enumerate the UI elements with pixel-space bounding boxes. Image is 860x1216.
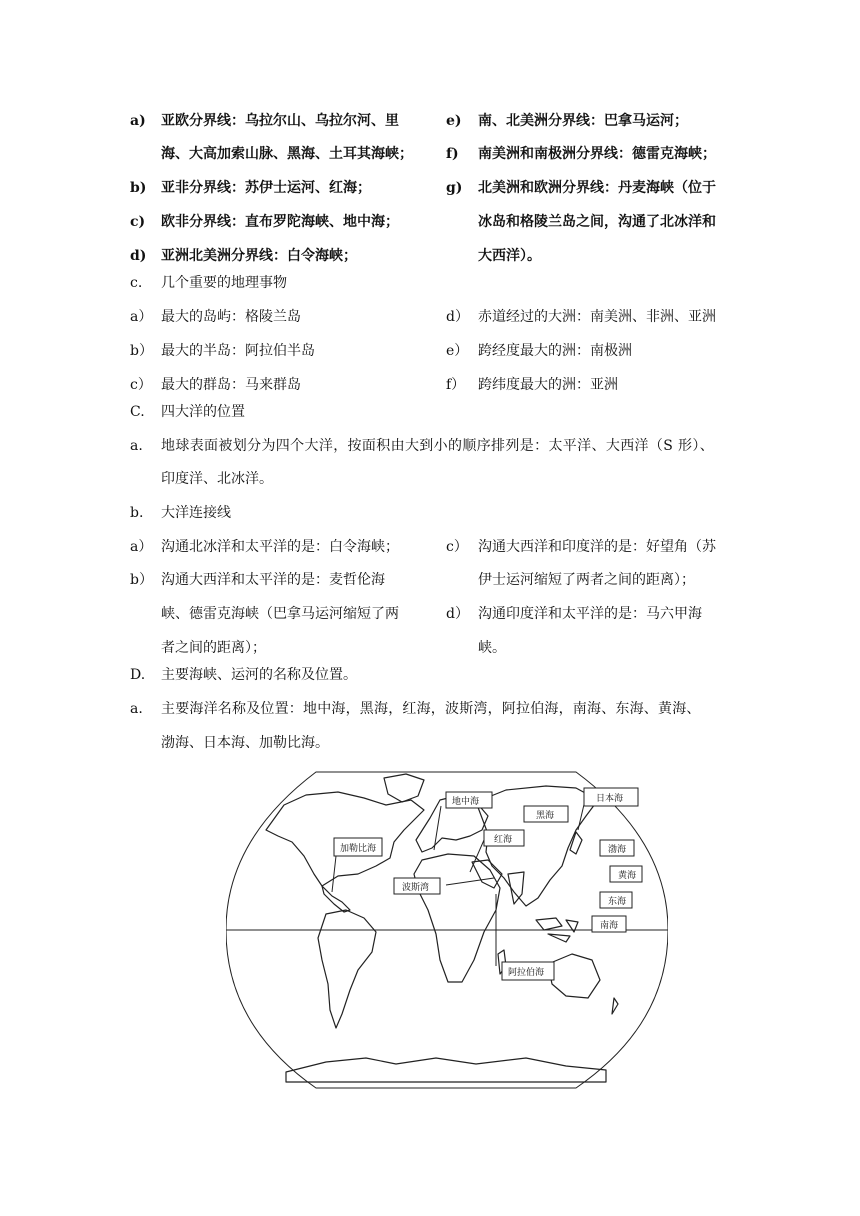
list-item-text: 最大的群岛：马来群岛 bbox=[161, 377, 301, 393]
list-marker: d） bbox=[446, 606, 469, 622]
africa-outline bbox=[414, 854, 500, 982]
section-marker: C. bbox=[130, 404, 145, 420]
list-item-text: 最大的半岛：阿拉伯半岛 bbox=[161, 343, 315, 359]
list-item-text: 南美洲和南极洲分界线：德雷克海峡； bbox=[478, 146, 716, 162]
list-item-text: 者之间的距离）； bbox=[161, 640, 266, 656]
label-south-sea: 南海 bbox=[600, 921, 619, 931]
antarctica-outline bbox=[286, 1058, 606, 1082]
paragraph-text: 渤海、日本海、加勒比海。 bbox=[161, 735, 329, 751]
list-marker: c） bbox=[130, 377, 152, 393]
label-caribbean: 加勒比海 bbox=[340, 844, 377, 854]
list-item-text: 伊士运河缩短了两者之间的距离）； bbox=[478, 572, 695, 588]
greenland-outline bbox=[384, 774, 424, 802]
list-item-text: 沟通北冰洋和太平洋的是：白令海峡； bbox=[161, 539, 399, 555]
list-marker: a） bbox=[130, 309, 153, 325]
list-item-text: 海、大高加索山脉、黑海、土耳其海峡； bbox=[161, 146, 413, 162]
list-item-text: 沟通大西洋和印度洋的是：好望角（苏 bbox=[478, 539, 716, 555]
list-item-text: 峡。 bbox=[478, 640, 506, 656]
list-marker: g) bbox=[446, 180, 463, 196]
list-item-text: 跨纬度最大的洲：亚洲 bbox=[478, 377, 618, 393]
section-title: 主要海峡、运河的名称及位置。 bbox=[161, 667, 357, 683]
list-item-text: 亚欧分界线：乌拉尔山、乌拉尔河、里 bbox=[161, 113, 399, 129]
paragraph-marker: a. bbox=[130, 438, 143, 454]
list-marker: a） bbox=[130, 539, 153, 555]
list-item-text: 北美洲和欧洲分界线：丹麦海峡（位于 bbox=[478, 180, 716, 196]
section-title: 四大洋的位置 bbox=[161, 404, 245, 420]
world-map bbox=[226, 770, 668, 1090]
new-zealand-outline bbox=[612, 998, 618, 1014]
paragraph-text: 印度洋、北冰洋。 bbox=[161, 471, 273, 487]
list-item-text: 跨经度最大的洲：南极洲 bbox=[478, 343, 632, 359]
label-black-sea: 黑海 bbox=[536, 811, 555, 821]
list-item-text: 欧非分界线：直布罗陀海峡、地中海； bbox=[161, 214, 399, 230]
paragraph-marker: b. bbox=[130, 505, 144, 521]
paragraph-text: 主要海洋名称及位置：地中海，黑海，红海，波斯湾，阿拉伯海，南海、东海、黄海、 bbox=[161, 701, 701, 717]
list-marker: e） bbox=[446, 343, 469, 359]
label-east-sea: 东海 bbox=[608, 897, 627, 907]
label-mediterranean: 地中海 bbox=[452, 797, 480, 807]
list-marker: b) bbox=[130, 180, 147, 196]
list-marker: b） bbox=[130, 343, 153, 359]
label-persian-gulf: 波斯湾 bbox=[402, 883, 430, 893]
list-marker: a) bbox=[130, 113, 146, 129]
list-marker: d) bbox=[130, 248, 147, 264]
paragraph-text: 地球表面被划分为四个大洋，按面积由大到小的顺序排列是：太平洋、大西洋（S 形）、 bbox=[161, 438, 715, 454]
list-marker: d） bbox=[446, 309, 469, 325]
list-item-text: 南、北美洲分界线：巴拿马运河； bbox=[478, 113, 688, 129]
list-marker: f) bbox=[446, 146, 459, 162]
section-title: 几个重要的地理事物 bbox=[161, 275, 287, 291]
paragraph-marker: a. bbox=[130, 701, 143, 717]
label-arabian-sea: 阿拉伯海 bbox=[508, 968, 545, 978]
central-america-outline bbox=[322, 886, 350, 912]
list-marker: e) bbox=[446, 113, 462, 129]
label-red-sea: 红海 bbox=[494, 835, 513, 845]
label-bohai: 渤海 bbox=[608, 845, 627, 855]
list-item-text: 峡、德雷克海峡（巴拿马运河缩短了两 bbox=[161, 606, 399, 622]
list-item-text: 亚洲北美洲分界线：白令海峡； bbox=[161, 248, 357, 264]
australia-outline bbox=[548, 954, 600, 998]
list-item-text: 最大的岛屿：格陵兰岛 bbox=[161, 309, 301, 325]
section-marker: c. bbox=[130, 275, 143, 291]
list-marker: c) bbox=[130, 214, 146, 230]
list-item-text: 赤道经过的大洲：南美洲、非洲、亚洲 bbox=[478, 309, 716, 325]
section-marker: D. bbox=[130, 667, 146, 683]
list-marker: f） bbox=[446, 377, 466, 393]
subsection-title: 大洋连接线 bbox=[161, 505, 231, 521]
label-yellow-sea: 黄海 bbox=[618, 871, 637, 881]
list-item-text: 沟通大西洋和太平洋的是：麦哲伦海 bbox=[161, 572, 385, 588]
south-america-outline bbox=[318, 910, 376, 1028]
label-japan-sea: 日本海 bbox=[596, 794, 624, 804]
list-marker: c） bbox=[446, 539, 468, 555]
list-item-text: 大西洋）。 bbox=[478, 248, 541, 264]
list-item-text: 冰岛和格陵兰岛之间，沟通了北冰洋和 bbox=[478, 214, 716, 230]
japan-outline bbox=[570, 832, 582, 854]
list-marker: b） bbox=[130, 572, 153, 588]
india-outline bbox=[508, 872, 524, 904]
list-item-text: 沟通印度洋和太平洋的是：马六甲海 bbox=[478, 606, 702, 622]
list-item-text: 亚非分界线：苏伊士运河、红海； bbox=[161, 180, 371, 196]
